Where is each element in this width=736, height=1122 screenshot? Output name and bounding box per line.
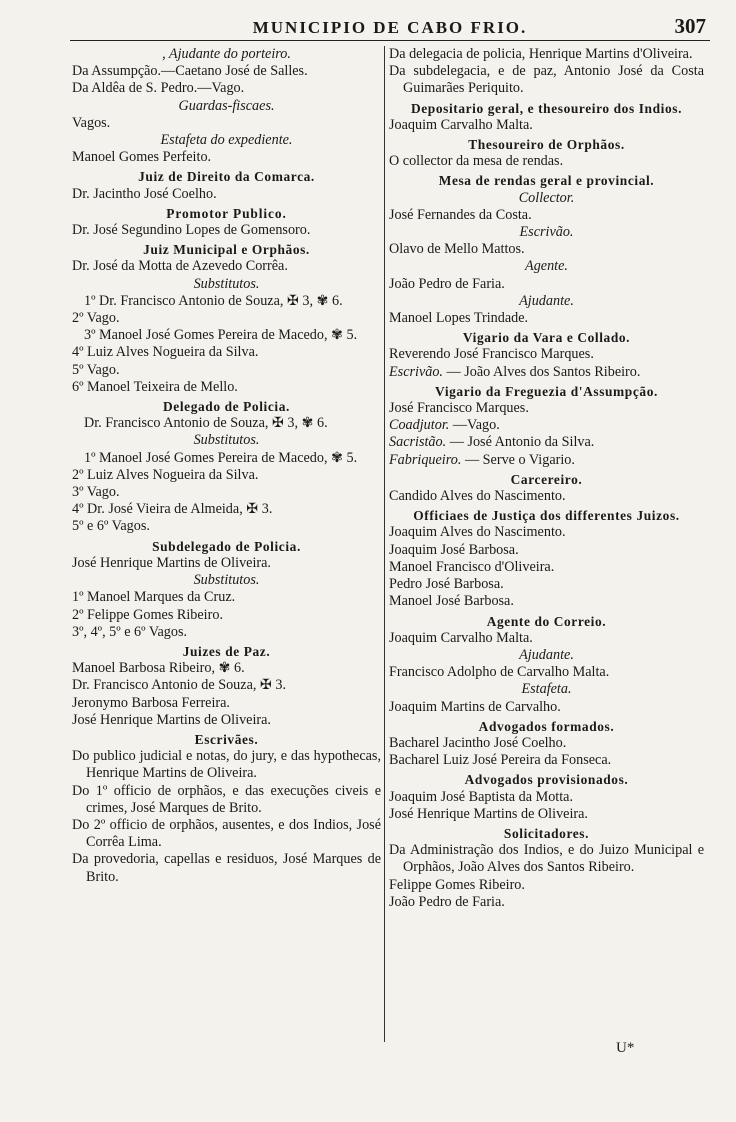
entry-line: Francisco Adolpho de Carvalho Malta.: [389, 664, 610, 681]
section-subheading: Escrivão.: [519, 224, 574, 241]
entry-line: Manoel Francisco d'Oliveira.: [389, 558, 555, 575]
entry-line: Da Assumpção.—Caetano José de Salles.: [72, 63, 308, 80]
entry-line: João Pedro de Faria.: [389, 275, 505, 292]
column-divider: [384, 46, 385, 1042]
section-heading: Agente do Correio.: [486, 613, 607, 629]
entry-line: Manoel Lopes Trindade.: [389, 310, 529, 327]
section-heading: Vigario da Freguezia d'Assumpção.: [435, 383, 658, 399]
entry-paragraph: Da delegacia de policia, Henrique Martins d'Oliveira.: [389, 46, 693, 62]
entry-line: Olavo de Mello Mattos.: [389, 241, 525, 258]
entry-line: O collector da mesa de rendas.: [389, 153, 564, 170]
section-heading: Subdelegado de Policia.: [152, 538, 301, 554]
entry-line: Bacharel Jacintho José Coelho.: [389, 734, 567, 751]
section-subheading: Estafeta.: [521, 681, 572, 698]
section-subheading: Ajudante.: [519, 646, 574, 663]
entry-paragraph: Da provedoria, capellas e residuos, José Marques de Brito.: [72, 851, 381, 885]
section-heading: Solicitadores.: [503, 825, 590, 841]
entry-line: Dr. Francisco Antonio de Souza, ✠ 3.: [72, 677, 287, 694]
entry-line: 4º Dr. José Vieira de Almeida, ✠ 3.: [72, 501, 273, 518]
entry-line: 4º Luiz Alves Nogueira da Silva.: [72, 344, 259, 361]
section-heading: Mesa de rendas geral e provincial.: [438, 173, 655, 189]
entry-line: José Henrique Martins de Oliveira.: [72, 711, 271, 728]
entry-line: José Fernandes da Costa.: [389, 206, 532, 223]
role-label: Sacristão.: [389, 434, 447, 451]
entry-line: João Pedro de Faria.: [389, 893, 505, 910]
role-holder: — Serve o Vigario.: [461, 451, 575, 468]
section-heading: Depositario geral, e thesoureiro dos Indios.: [410, 100, 683, 116]
signature-mark: U*: [616, 1040, 635, 1056]
section-heading: Vigario da Vara e Collado.: [462, 330, 631, 346]
entry-line: [389, 364, 704, 381]
entry-paragraph: Do 1º officio de orphãos, e das execuções civeis e crimes, José Marques de Brito.: [72, 782, 381, 816]
entry-line: Joaquim Martins de Carvalho.: [389, 698, 561, 715]
section-subheading: Guardas-fiscaes.: [178, 97, 275, 114]
entry-line: 2º Vago.: [72, 310, 120, 327]
entry-line: Joaquim José Baptista da Motta.: [389, 788, 574, 805]
entry-line: Joaquim Carvalho Malta.: [389, 116, 533, 133]
page-header: [70, 14, 710, 41]
entry-line: Dr. José Segundino Lopes de Gomensoro.: [72, 222, 311, 239]
section-subheading: Estafeta do expediente.: [160, 132, 293, 149]
entry-line: 2º Felippe Gomes Ribeiro.: [72, 606, 223, 623]
entry-paragraph: Do 2º officio de orphãos, ausentes, e dos Indios, José Corrêa Lima.: [72, 816, 381, 851]
entry-line: Joaquim José Barbosa.: [389, 541, 519, 558]
entry-line: Manoel Barbosa Ribeiro, ✾ 6.: [72, 660, 245, 677]
section-subheading: Collector.: [518, 189, 575, 206]
entry-line: Candido Alves do Nascimento.: [389, 488, 566, 505]
entry-line: 5º e 6º Vagos.: [72, 518, 150, 535]
entry-line: Joaquim Carvalho Malta.: [389, 629, 533, 646]
section-heading: Advogados formados.: [478, 718, 615, 734]
role-label: Coadjutor.: [389, 417, 450, 434]
entry-line: Joaquim Alves do Nascimento.: [389, 524, 566, 541]
entry-line: José Francisco Marques.: [389, 400, 529, 417]
section-heading: Advogados provisionados.: [464, 772, 629, 788]
section-heading: Juiz de Direito da Comarca.: [138, 169, 315, 185]
page-title: MUNICIPIO DE CABO FRIO.: [252, 18, 528, 37]
section-subheading: Ajudante.: [519, 292, 574, 309]
entry-line: Reverendo José Francisco Marques.: [389, 346, 594, 363]
section-heading: Promotor Publico.: [166, 205, 287, 221]
entry-line: 1º Manoel Marques da Cruz.: [72, 589, 236, 606]
section-subheading: Substitutos.: [193, 275, 260, 292]
section-heading: Delegado de Policia.: [163, 399, 290, 415]
entry-line: 3º, 4º, 5º e 6º Vagos.: [72, 623, 188, 640]
section-heading: Juizes de Paz.: [182, 643, 271, 659]
entry-line: 5º Vago.: [72, 361, 120, 378]
entry-paragraph: Da Administração dos Indios, e do Juizo Municipal e Orphãos, João Alves dos Santos Ribeiro.: [389, 842, 704, 876]
section-heading: Escrivães.: [194, 731, 259, 747]
entry-line: 3º Vago.: [72, 484, 120, 501]
entry-paragraph: Do publico judicial e notas, do jury, e das hypothecas, Henrique Martins de Oliveira.: [72, 748, 381, 782]
section-subheading: Substitutos.: [193, 572, 260, 589]
role-holder: — João Alves dos Santos Ribeiro.: [442, 363, 641, 380]
role-label: Fabriqueiro.: [389, 451, 462, 468]
entry-line: Manoel José Barbosa.: [389, 593, 514, 610]
entry-line: 1º Dr. Francisco Antonio de Souza, ✠ 3, ✾ 6.: [84, 292, 343, 309]
entry-line: Dr. José da Motta de Azevedo Corrêa.: [72, 258, 288, 275]
entry-line: [389, 417, 704, 434]
section-heading: Thesoureiro de Orphãos.: [468, 137, 625, 153]
entry-line: Da Aldêa de S. Pedro.—Vago.: [72, 80, 245, 97]
entry-line: 1º Manoel José Gomes Pereira de Macedo, ✾ 5.: [84, 449, 358, 466]
entry-line: Dr. Francisco Antonio de Souza, ✠ 3, ✾ 6.: [84, 415, 328, 432]
role-label: Escrivão.: [389, 363, 443, 380]
entry-line: Pedro José Barbosa.: [389, 576, 504, 593]
entry-line: Bacharel Luiz José Pereira da Fonseca.: [389, 752, 612, 769]
entry-line: Jeronymo Barbosa Ferreira.: [72, 694, 230, 711]
section-subheading: Agente.: [525, 258, 568, 275]
left-column: [72, 46, 381, 886]
role-holder: — José Antonio da Silva.: [446, 434, 595, 451]
entry-line: José Henrique Martins de Oliveira.: [72, 554, 271, 571]
entry-line: 2º Luiz Alves Nogueira da Silva.: [72, 466, 259, 483]
entry-line: José Henrique Martins de Oliveira.: [389, 805, 588, 822]
section-subheading: , Ajudante do porteiro.: [162, 46, 291, 62]
section-heading: Officiaes de Justiça dos differentes Juizos.: [413, 508, 680, 524]
entry-line: Dr. Jacintho José Coelho.: [72, 185, 217, 202]
entry-line: Vagos.: [72, 114, 111, 131]
page-number: 307: [674, 14, 706, 38]
role-holder: —Vago.: [449, 417, 500, 434]
entry-line: 3º Manoel José Gomes Pereira de Macedo, ✾ 5.: [84, 327, 358, 344]
entry-line: Felippe Gomes Ribeiro.: [389, 876, 525, 893]
section-heading: Juiz Municipal e Orphãos.: [143, 242, 310, 258]
entry-line: [389, 452, 704, 469]
section-subheading: Substitutos.: [193, 432, 260, 449]
entry-paragraph: Da subdelegacia, e de paz, Antonio José da Costa Guimarães Periquito.: [389, 63, 704, 97]
entry-line: [389, 434, 704, 451]
section-heading: Carcereiro.: [510, 471, 583, 487]
right-column: [389, 46, 704, 911]
entry-line: 6º Manoel Teixeira de Mello.: [72, 378, 238, 395]
entry-line: Manoel Gomes Perfeito.: [72, 149, 212, 166]
